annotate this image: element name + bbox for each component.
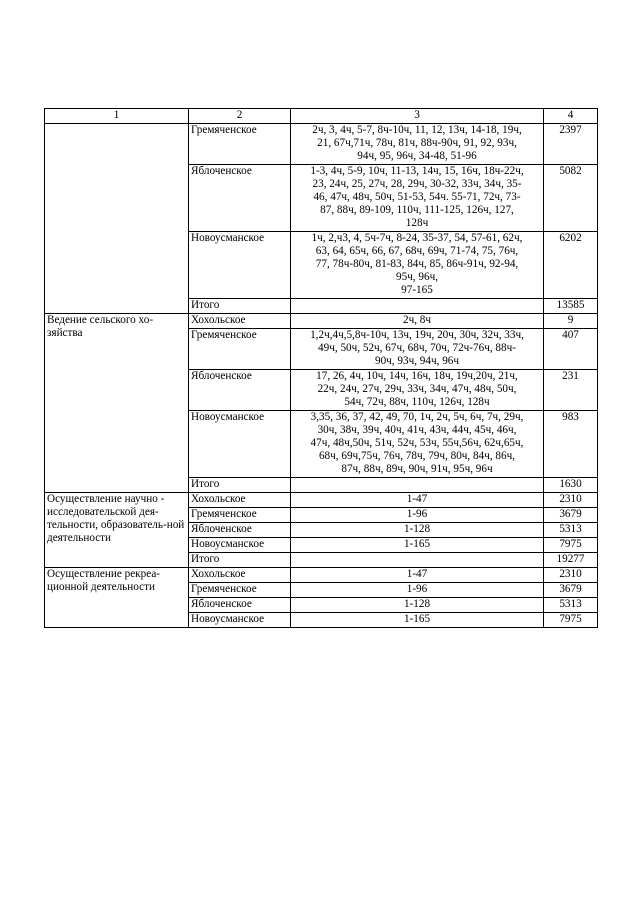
forestry-district-cell: Яблоченское [189, 370, 291, 411]
forestry-district-cell: Итого [189, 478, 291, 493]
forestry-district-cell: Яблоченское [189, 165, 291, 232]
forestry-district-cell: Новоусманское [189, 613, 291, 628]
quarter-numbers-line: 128ч [405, 217, 429, 229]
quarter-numbers-line: 1,2ч,4ч,5,8ч-10ч, 13ч, 19ч, 20ч, 30ч, 32ч, 33ч, [310, 329, 524, 341]
forest-quarters-table [44, 108, 598, 628]
quarter-numbers-cell [291, 124, 544, 165]
forestry-district-cell: Яблоченское [189, 598, 291, 613]
forestry-district-cell: Хохольское [189, 493, 291, 508]
quarter-numbers-line: 97-165 [401, 284, 433, 296]
area-cell: 7975 [544, 613, 598, 628]
activity-type-cell: Осуществление научно - исследовательской дея-тельности, образователь-ной деятельности [45, 493, 189, 568]
area-cell: 2397 [544, 124, 598, 165]
quarter-numbers-cell [291, 314, 544, 329]
forestry-district-cell: Новоусманское [189, 411, 291, 478]
area-cell: 13585 [544, 299, 598, 314]
forestry-district-cell: Гремяченское [189, 583, 291, 598]
forestry-district-cell: Новоусманское [189, 538, 291, 553]
forestry-district-cell: Хохольское [189, 314, 291, 329]
quarter-numbers-cell [291, 299, 544, 314]
quarter-numbers-cell [291, 553, 544, 568]
quarter-numbers-line: 22ч, 24ч, 27ч, 29ч, 33ч, 34ч, 47ч, 48ч, 50ч, [317, 383, 517, 395]
quarter-numbers-cell [291, 370, 544, 411]
forestry-district-cell: Гремяченское [189, 124, 291, 165]
quarter-numbers-line: 87, 88ч, 89-109, 110ч, 111-125, 126ч, 127, [320, 204, 514, 216]
area-cell: 19277 [544, 553, 598, 568]
area-cell: 5313 [544, 523, 598, 538]
area-cell: 6202 [544, 232, 598, 299]
forestry-district-cell: Итого [189, 299, 291, 314]
quarter-numbers-line: 1-47 [406, 568, 428, 580]
quarter-numbers-cell [291, 493, 544, 508]
table-row [45, 493, 598, 508]
quarter-numbers-line: 94ч, 95, 96ч, 34-48, 51-96 [357, 150, 477, 162]
area-cell: 231 [544, 370, 598, 411]
quarter-numbers-line: 30ч, 38ч, 39ч, 40ч, 41ч, 43ч, 44ч, 45ч, 46ч, [317, 424, 517, 436]
forestry-district-cell: Гремяченское [189, 508, 291, 523]
activity-type-cell: Осуществление рекреа-ционной деятельности [45, 568, 189, 628]
quarter-numbers-line: 1-47 [406, 493, 428, 505]
quarter-numbers-line: 87ч, 88ч, 89ч, 90ч, 91ч, 95ч, 96ч [341, 463, 493, 475]
forestry-district-cell: Новоусманское [189, 232, 291, 299]
quarter-numbers-line: 1-96 [406, 508, 428, 520]
quarter-numbers-line: 1-165 [403, 613, 431, 625]
quarter-numbers-line: 21, 67ч,71ч, 78ч, 81ч, 88ч-90ч, 91, 92, 93ч, [317, 137, 517, 149]
quarter-numbers-line: 1-165 [403, 538, 431, 550]
quarter-numbers-line: 1-128 [403, 598, 431, 610]
header-col-2: 2 [189, 109, 291, 124]
quarter-numbers-line: 1-3, 4ч, 5-9, 10ч, 11-13, 14ч, 15, 16ч, 18ч-22ч, [310, 165, 524, 177]
area-cell: 9 [544, 314, 598, 329]
quarter-numbers-line: 1-128 [403, 523, 431, 535]
table-row [45, 124, 598, 165]
area-cell: 3679 [544, 508, 598, 523]
quarter-numbers-cell [291, 232, 544, 299]
quarter-numbers-cell [291, 568, 544, 583]
quarter-numbers-cell [291, 613, 544, 628]
quarter-numbers-line: 2ч, 3, 4ч, 5-7, 8ч-10ч, 11, 12, 13ч, 14-18, 19ч, [312, 124, 522, 136]
activity-type-cell [45, 124, 189, 314]
area-cell: 7975 [544, 538, 598, 553]
forestry-district-cell: Итого [189, 553, 291, 568]
activity-type-cell: Ведение сельского хо-зяйства [45, 314, 189, 493]
forestry-district-cell: Гремяченское [189, 329, 291, 370]
quarter-numbers-cell [291, 165, 544, 232]
table-row [45, 314, 598, 329]
quarter-numbers-cell [291, 411, 544, 478]
quarter-numbers-line: 46, 47ч, 48ч, 50ч, 51-53, 54ч. 55-71, 72ч, 73- [313, 191, 521, 203]
quarter-numbers-cell [291, 523, 544, 538]
quarter-numbers-line: 54ч, 72ч, 88ч, 110ч, 126ч, 128ч [344, 396, 490, 408]
quarter-numbers-line: 49ч, 50ч, 52ч, 67ч, 68ч, 70ч, 72ч-76ч, 88ч- [318, 342, 516, 354]
area-cell: 1630 [544, 478, 598, 493]
forestry-district-cell: Яблоченское [189, 523, 291, 538]
area-cell: 407 [544, 329, 598, 370]
header-col-4: 4 [544, 109, 598, 124]
header-row [45, 109, 598, 124]
quarter-numbers-line: 2ч, 8ч [402, 314, 432, 326]
area-cell: 2310 [544, 493, 598, 508]
quarter-numbers-line: 23, 24ч, 25, 27ч, 28, 29ч, 30-32, 33ч, 34ч, 35- [312, 178, 522, 190]
quarter-numbers-line: 17, 26, 4ч, 10ч, 14ч, 16ч, 18ч, 19ч,20ч, 21ч, [316, 370, 518, 382]
quarter-numbers-line: 68ч, 69ч,75ч, 76ч, 78ч, 79ч, 80ч, 84ч, 86ч, [318, 450, 516, 462]
area-cell: 3679 [544, 583, 598, 598]
area-cell: 983 [544, 411, 598, 478]
quarter-numbers-line: 1ч, 2,ч3, 4, 5ч-7ч, 8-24, 35-37, 54, 57-61, 62ч, [311, 232, 523, 244]
area-cell: 5082 [544, 165, 598, 232]
forestry-district-cell: Хохольское [189, 568, 291, 583]
quarter-numbers-line: 90ч, 93ч, 94ч, 96ч [374, 355, 460, 367]
quarter-numbers-line: 47ч, 48ч,50ч, 51ч, 52ч, 53ч, 55ч,56ч, 62ч,65ч, [310, 437, 524, 449]
quarter-numbers-cell [291, 508, 544, 523]
quarter-numbers-line: 77, 78ч-80ч, 81-83, 84ч, 85, 86ч-91ч, 92-94, [315, 258, 519, 270]
quarter-numbers-cell [291, 583, 544, 598]
quarter-numbers-line: 1-96 [406, 583, 428, 595]
quarter-numbers-cell [291, 538, 544, 553]
quarter-numbers-cell [291, 329, 544, 370]
quarter-numbers-line: 3,35, 36, 37, 42, 49, 70, 1ч, 2ч, 5ч, 6ч, 7ч, 29ч, [310, 411, 524, 423]
quarter-numbers-cell [291, 478, 544, 493]
area-cell: 5313 [544, 598, 598, 613]
quarter-numbers-line: 95ч, 96ч, [395, 271, 439, 283]
quarter-numbers-cell [291, 598, 544, 613]
table-row [45, 568, 598, 583]
header-col-3: 3 [291, 109, 544, 124]
area-cell: 2310 [544, 568, 598, 583]
header-col-1: 1 [45, 109, 189, 124]
quarter-numbers-line: 63, 64, 65ч, 66, 67, 68ч, 69ч, 71-74, 75, 76ч, [315, 245, 519, 257]
